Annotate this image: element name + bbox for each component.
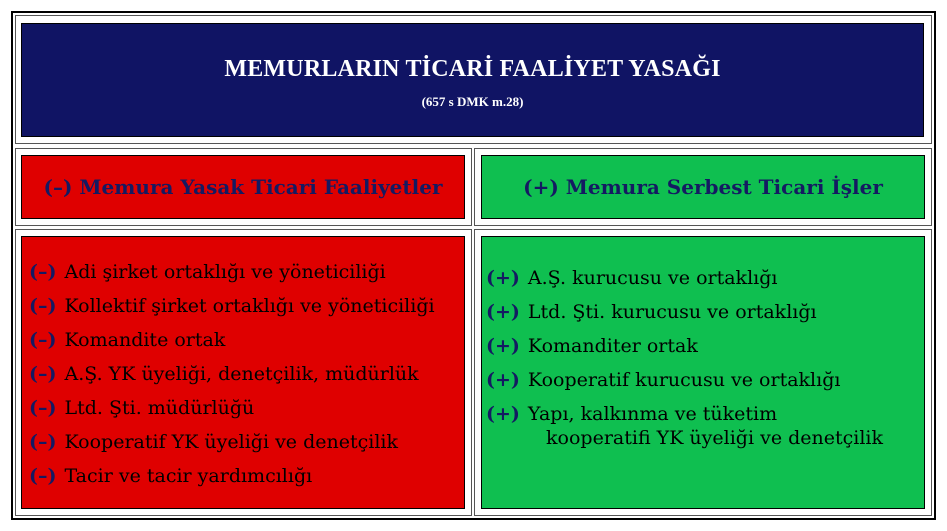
list-item: (+) Kooperatif kurucusu ve ortaklığı [486, 363, 883, 397]
list-item: (–) Ltd. Şti. müdürlüğü [29, 391, 435, 425]
prohibited-header: (–) Memura Yasak Ticari Faaliyetler [43, 175, 443, 199]
list-item: (–) Tacir ve tacir yardımcılığı [29, 459, 435, 493]
list-item: (–) Adi şirket ortaklığı ve yöneticiliği [29, 255, 435, 289]
permitted-header: (+) Memura Serbest Ticari İşler [523, 175, 883, 199]
prohibited-list-box [21, 236, 465, 509]
diagram-title: MEMURLARIN TİCARİ FAALİYET YASAĞI [224, 56, 721, 82]
list-item: (–) Kooperatif YK üyeliği ve denetçilik [29, 425, 435, 459]
plus-sign: (+) [486, 335, 520, 357]
prohibited-list [29, 255, 435, 493]
list-item: (–) A.Ş. YK üyeliği, denetçilik, müdürlük [29, 357, 435, 391]
minus-sign: (–) [29, 329, 57, 351]
plus-sign: (+) [486, 267, 520, 289]
permitted-list [486, 261, 883, 450]
list-item: (+) Ltd. Şti. kurucusu ve ortaklığı [486, 295, 883, 329]
plus-sign: (+) [486, 369, 520, 391]
minus-sign: (–) [29, 397, 57, 419]
minus-sign: (–) [29, 363, 57, 385]
list-item: (+) Komanditer ortak [486, 329, 883, 363]
permitted-list-box [481, 236, 925, 509]
plus-sign: (+) [486, 403, 520, 425]
prohibited-header-box [21, 155, 465, 219]
plus-sign: (+) [486, 301, 520, 323]
minus-sign: (–) [29, 295, 57, 317]
minus-sign: (–) [29, 261, 57, 283]
list-item: (–) Komandite ortak [29, 323, 435, 357]
diagram-subtitle: (657 s DMK m.28) [421, 94, 524, 109]
minus-sign: (–) [29, 465, 57, 487]
title-box [21, 23, 924, 137]
list-item: (+) A.Ş. kurucusu ve ortaklığı [486, 261, 883, 295]
minus-sign: (–) [29, 431, 57, 453]
list-item: (–) Kollektif şirket ortaklığı ve yöneticiliği [29, 289, 435, 323]
permitted-header-box [481, 155, 925, 219]
list-item: (+) Yapı, kalkınma ve tüketim kooperatifi YK üyeliği ve denetçilik [486, 397, 883, 450]
